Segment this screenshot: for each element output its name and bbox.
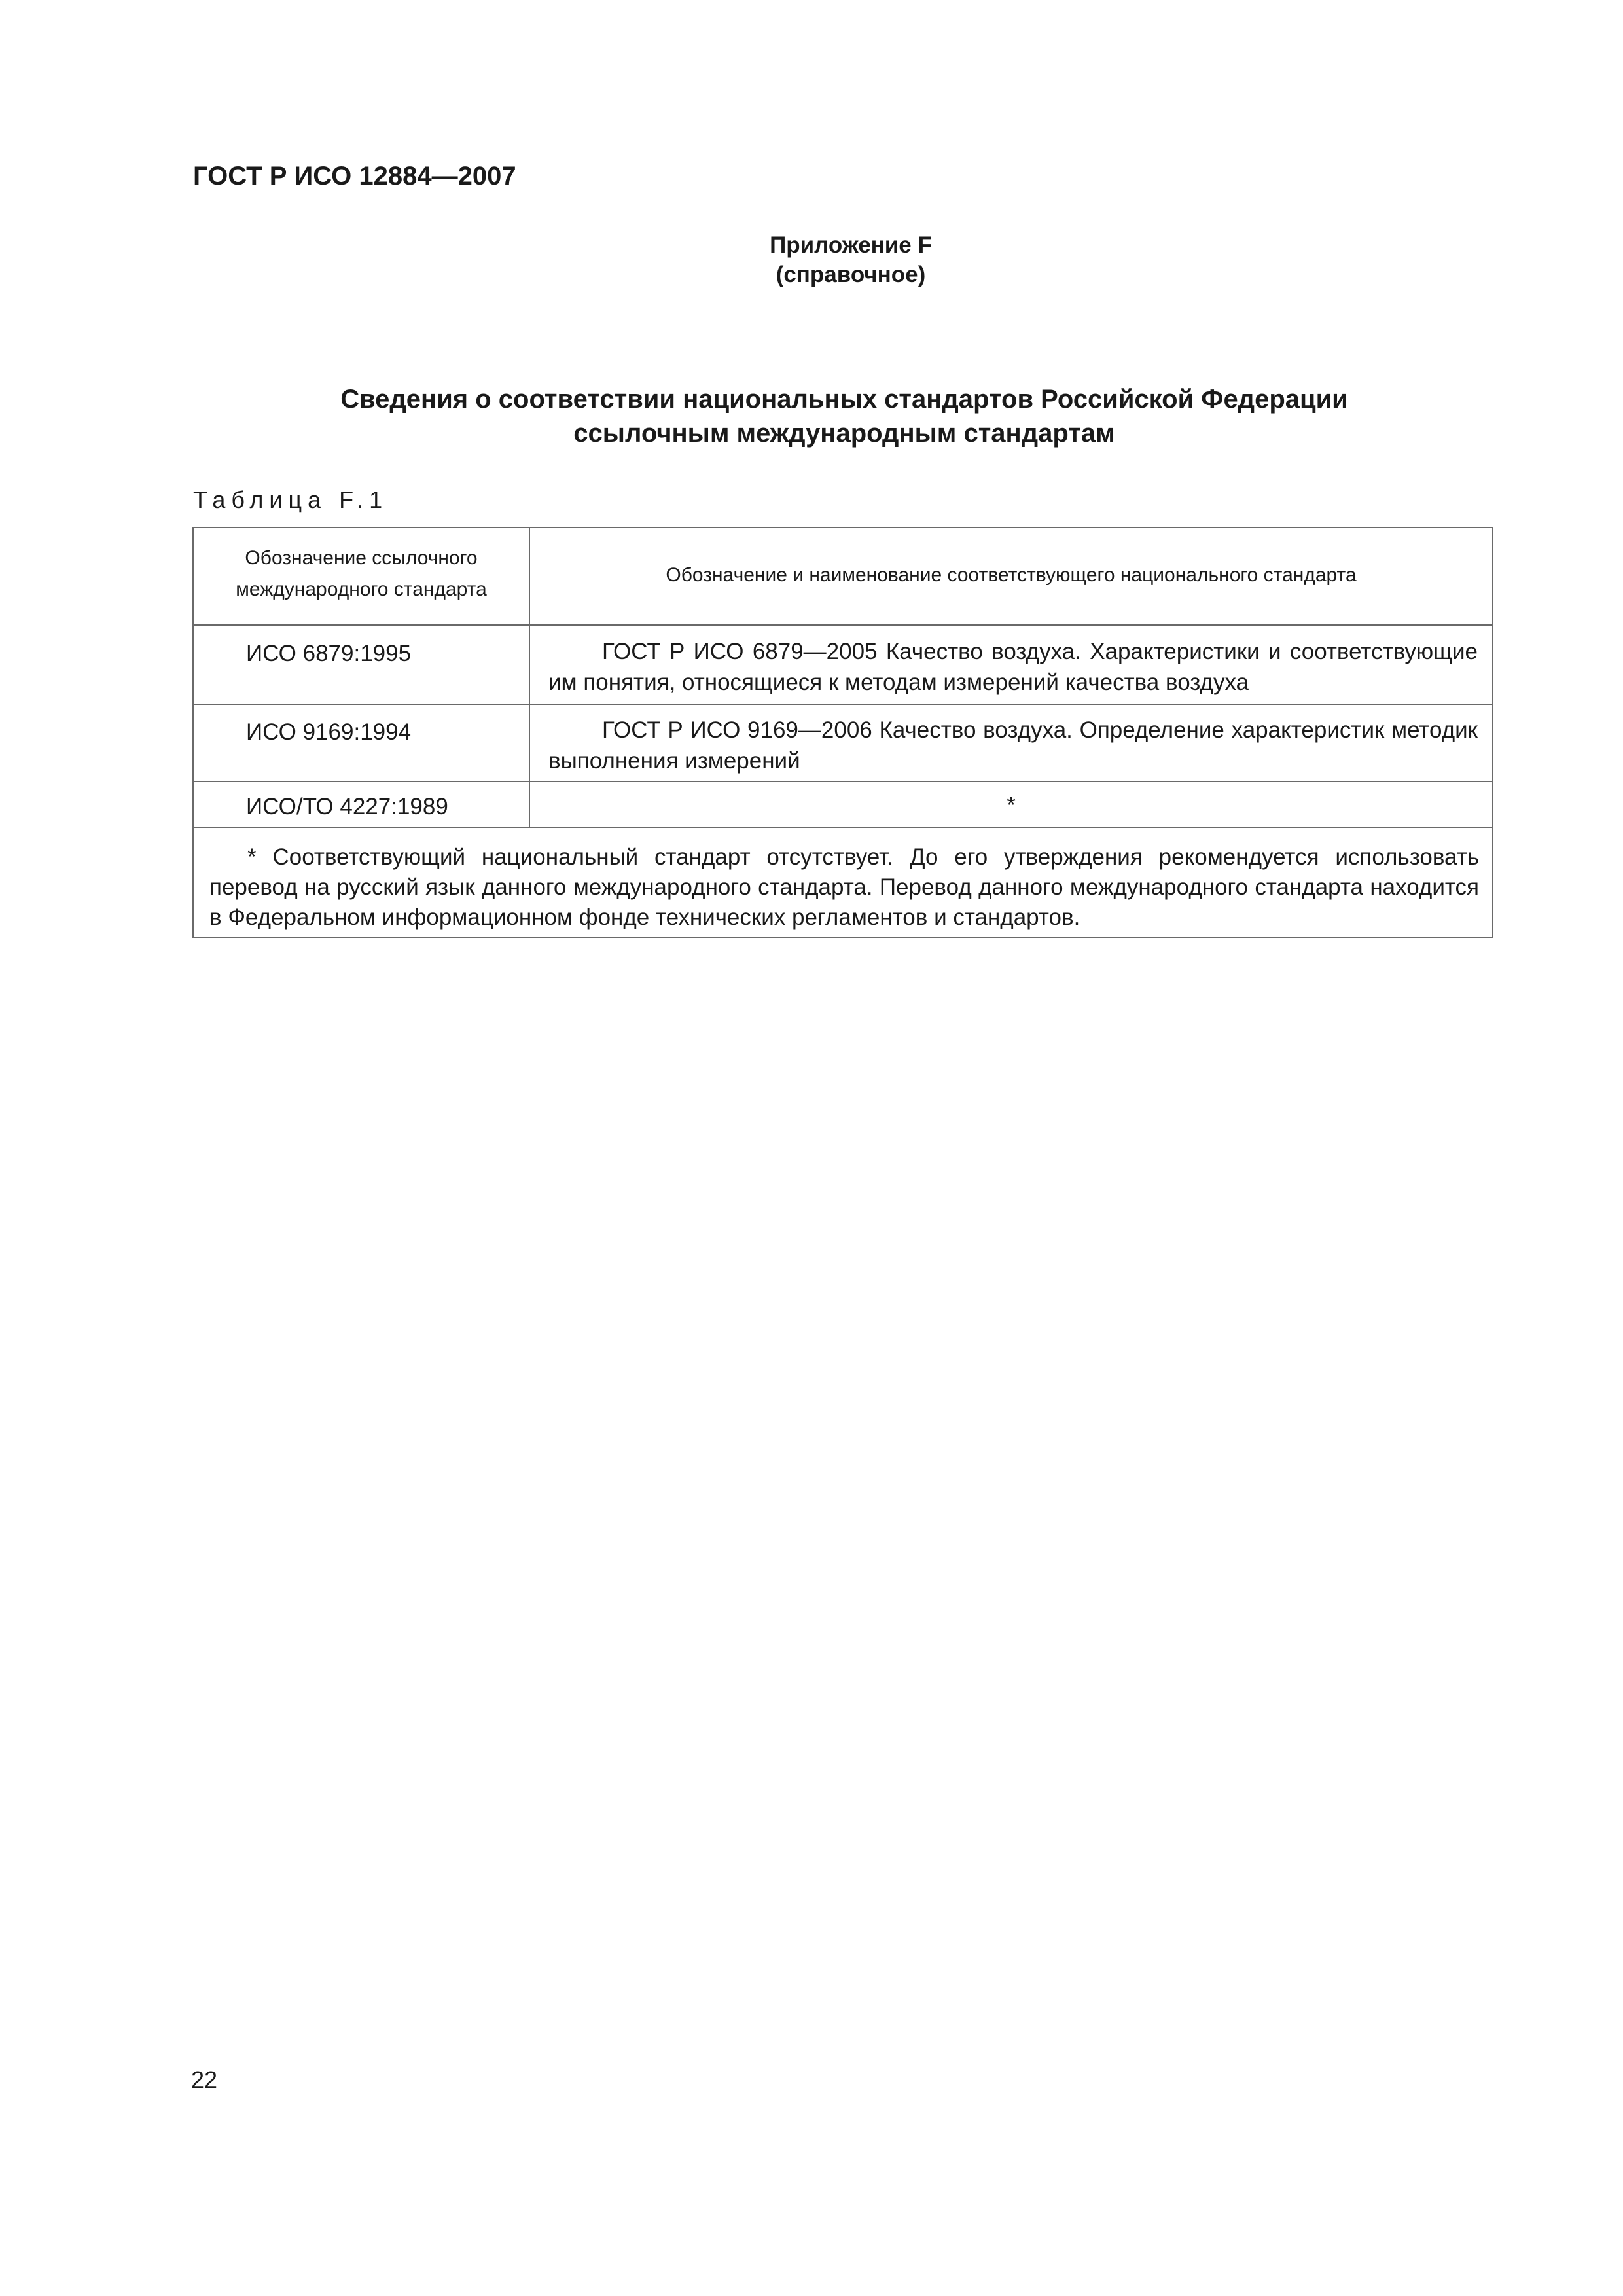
row-divider — [194, 781, 1492, 782]
annex-title: Приложение F — [770, 232, 932, 258]
row-divider — [194, 704, 1492, 705]
annex-note: (справочное) — [776, 262, 926, 287]
document-id: ГОСТ Р ИСО 12884—2007 — [193, 162, 516, 190]
table-cell-national: * — [1007, 793, 1016, 818]
table-cell-national: ГОСТ Р ИСО 9169—2006 Качество воздуха. Определение характеристик методик выполнения измерений — [548, 717, 1478, 774]
standards-correspondence-table — [192, 527, 1493, 938]
page-number: 22 — [191, 2066, 218, 2093]
table-label: Таблица F.1 — [193, 486, 389, 513]
section-heading-line-2: ссылочным международным стандартам — [573, 419, 1115, 448]
section-heading-line-1: Сведения о соответствии национальных стандартов Российской Федерации — [340, 385, 1348, 414]
table-header-national: Обозначение и наименование соответствующего национального стандарта — [666, 564, 1357, 586]
table-cell-reference: ИСО 9169:1994 — [246, 719, 412, 745]
table-cell-national: ГОСТ Р ИСО 6879—2005 Качество воздуха. Характеристики и соответствующие им понятия, относящиеся к методам измерений качества воздуха — [548, 639, 1478, 695]
header-divider — [194, 624, 1492, 626]
table-cell-reference: ИСО 6879:1995 — [246, 641, 412, 666]
row-divider — [194, 827, 1492, 828]
table-header-reference: Обозначение ссылочного международного стандарта — [236, 547, 487, 600]
table-cell-reference: ИСО/ТО 4227:1989 — [246, 794, 448, 819]
table-footnote: * Соответствующий национальный стандарт отсутствует. До его утверждения рекомендуется использовать перевод на русский язык данного международного стандарта. Перевод данного международного стандарта находится в Федеральном информационном фонде технических регламентов и стандартов. — [209, 844, 1479, 930]
